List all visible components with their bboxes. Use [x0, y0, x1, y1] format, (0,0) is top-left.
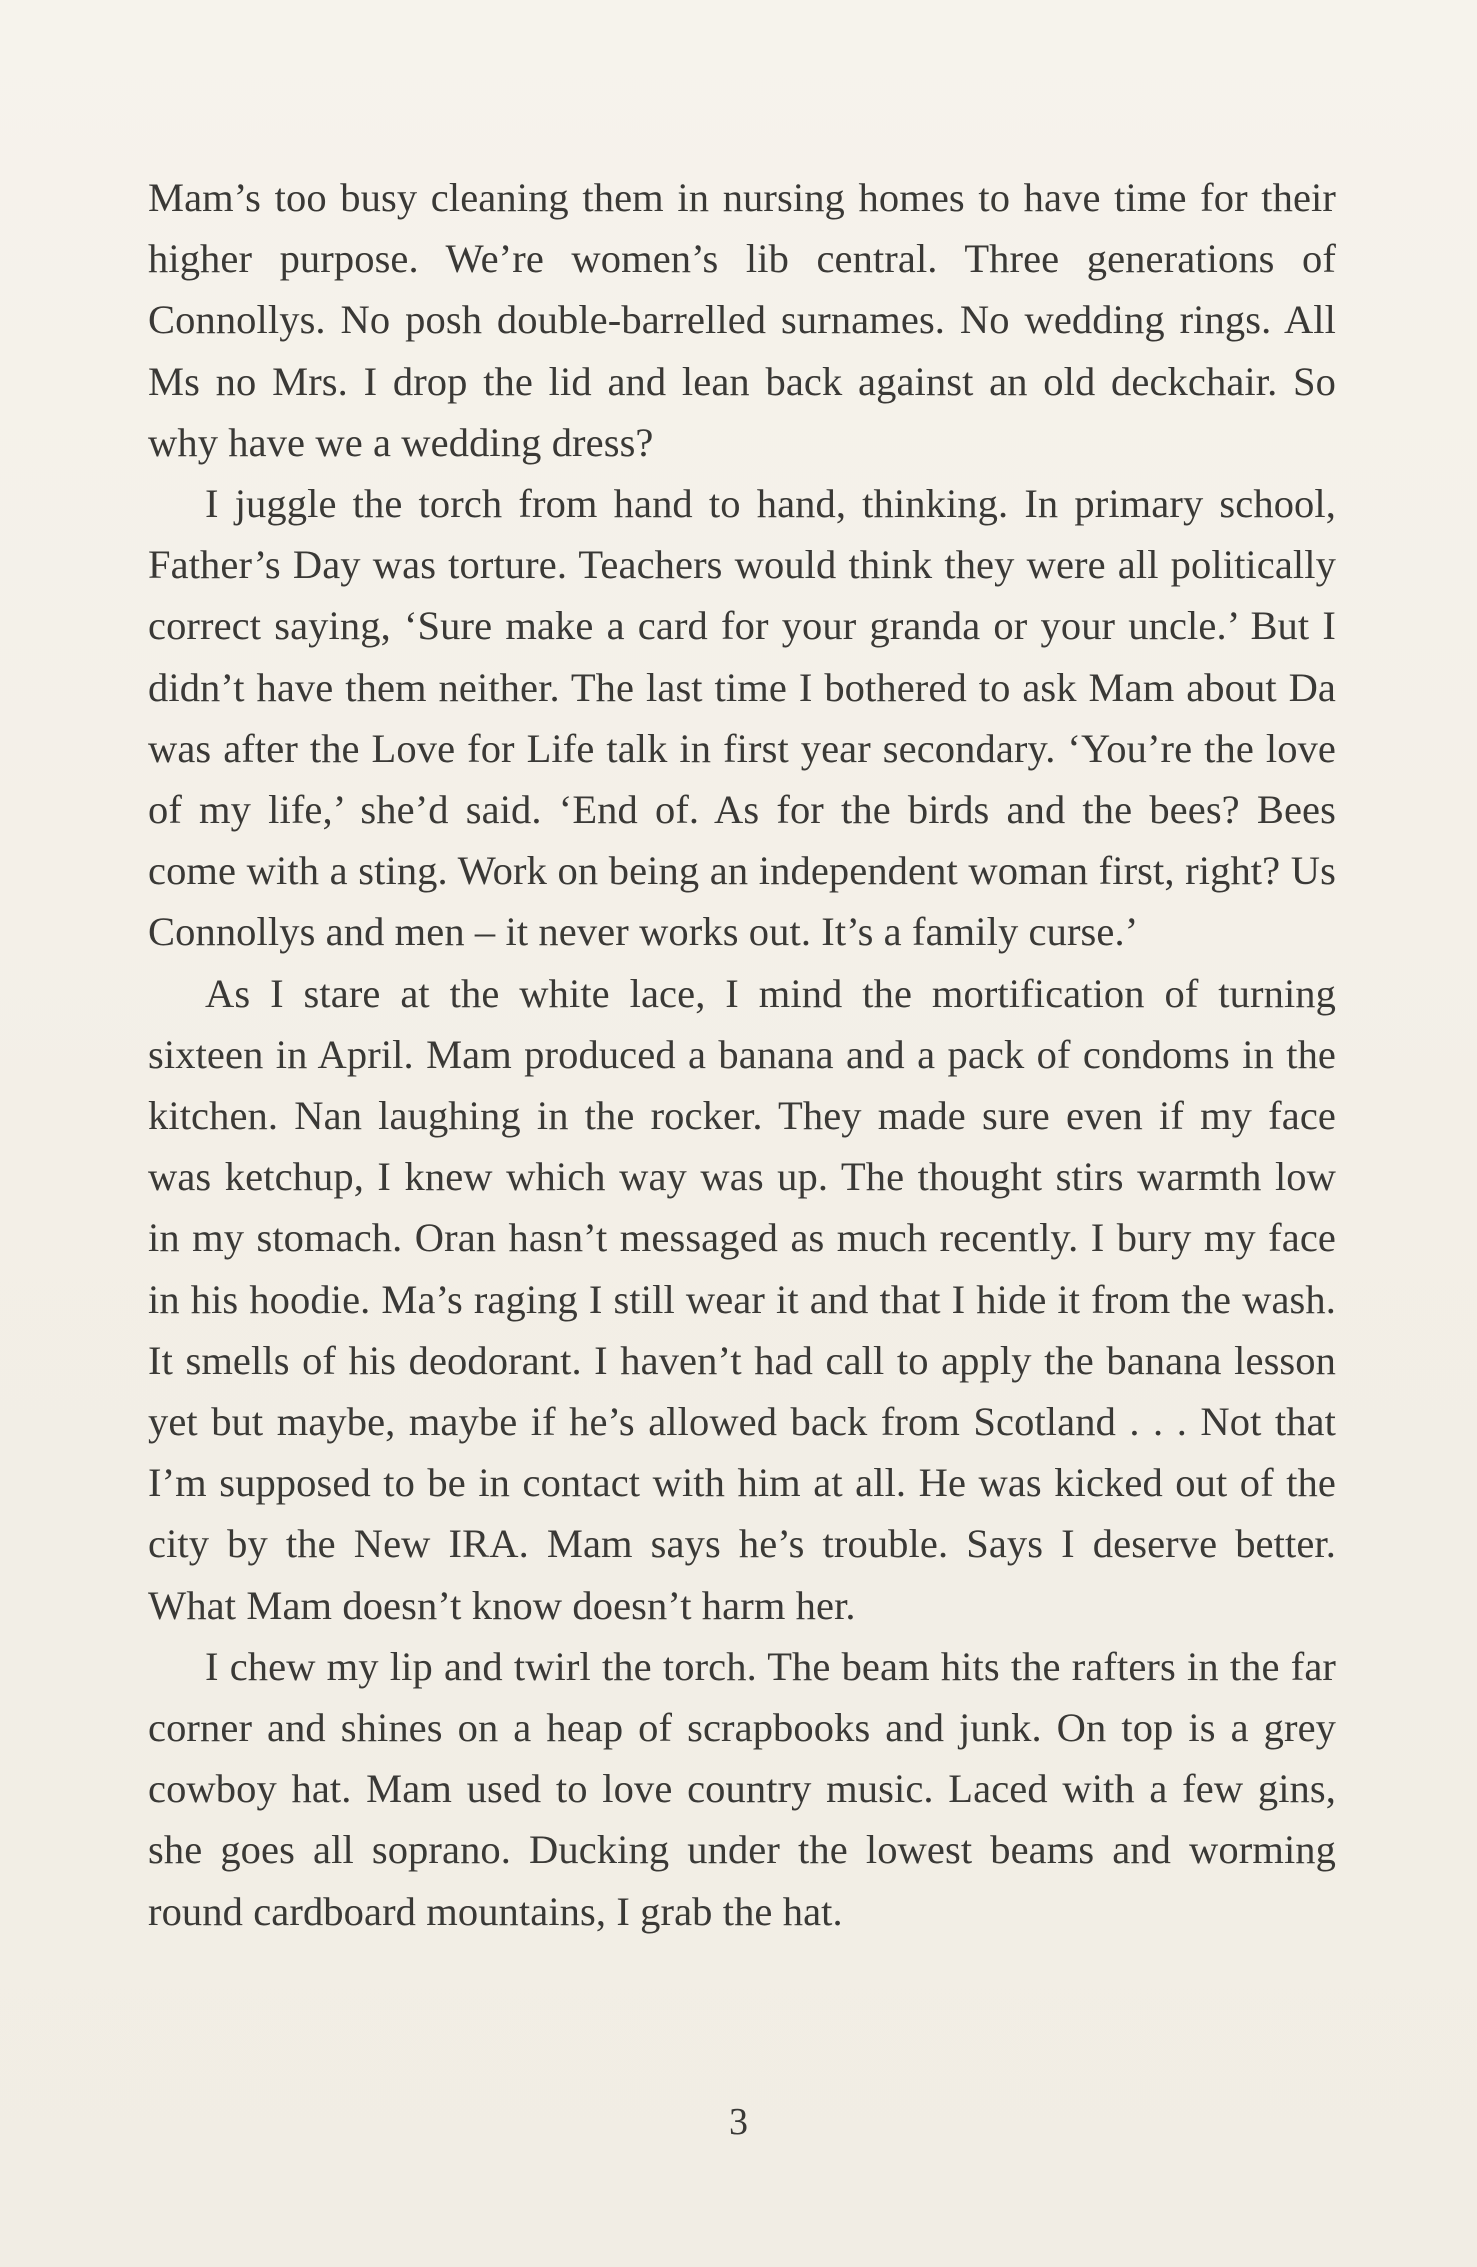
page-number: 3: [729, 2101, 748, 2143]
paragraph: I chew my lip and twirl the torch. The beam hits the rafters in the far corner and shines on a heap of scrapbooks and junk. On top is a grey cowboy hat. Mam used to love country music. Laced with a few gins, she goes all soprano. Ducking under the lowest beams and worming round cardboard mountains, I grab the hat.: [148, 1643, 1336, 1934]
paragraph-continuation: Mam’s too busy cleaning them in nursing homes to have time for their higher purpose. We’re women’s lib central. Three generations of Connollys. No posh double-barrelled surnames. No wedding rings. All Ms no Mrs. I drop the lid and lean back against an old deckchair. So why have we a wedding dress?: [148, 175, 1336, 465]
body-text: [148, 167, 1336, 1942]
paragraph: I juggle the torch from hand to hand, thinking. In primary school, Father’s Day was torture. Teachers would think they were all politically correct saying, ‘Sure make a card for your granda or your uncle.’ But I didn’t have them neither. The last time I bothered to ask Mam about Da was after the Love for Life talk in first year secondary. ‘You’re the love of my life,’ she’d said. ‘End of. As for the birds and the bees? Bees come with a sting. Work on being an independent woman first, right? Us Connollys and men – it never works out. It’s a family curse.’: [148, 481, 1336, 955]
paragraph: As I stare at the white lace, I mind the mortification of turning sixteen in April. Mam produced a banana and a pack of condoms in the kitchen. Nan laughing in the rocker. They made sure even if my face was ketchup, I knew which way was up. The thought stirs warmth low in my stomach. Oran hasn’t messaged as much recently. I bury my face in his hoodie. Ma’s raging I still wear it and that I hide it from the wash. It smells of his deodorant. I haven’t had call to apply the banana lesson yet but maybe, maybe if he’s allowed back from Scotland . . . Not that I’m supposed to be in contact with him at all. He was kicked out of the city by the New IRA. Mam says he’s trouble. Says I deserve better. What Mam doesn’t know doesn’t harm her.: [148, 970, 1336, 1628]
